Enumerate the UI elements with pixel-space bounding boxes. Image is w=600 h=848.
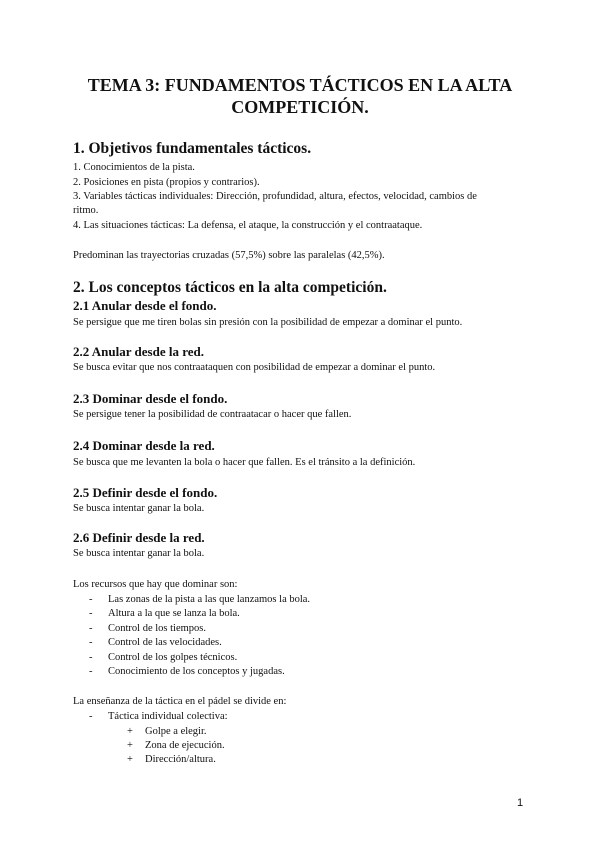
resource-item-3: Control de los tiempos. — [108, 623, 206, 634]
subsection-2-3-text: Se persigue tener la posibilidad de contraatacar o hacer que fallen. — [73, 409, 352, 420]
teaching-subitem-2: Zona de ejecución. — [145, 740, 225, 751]
trajectory-note: Predominan las trayectorias cruzadas (57,5%) sobre las paralelas (42,5%). — [73, 250, 385, 261]
resource-item-2: Altura a la que se lanza la bola. — [108, 608, 240, 619]
resource-item-6: Conocimiento de los conceptos y jugadas. — [108, 666, 285, 677]
teaching-item: Táctica individual colectiva: — [108, 711, 228, 722]
teaching-subbullet-2: + — [127, 740, 133, 751]
title-line-2: COMPETICIÓN. — [231, 97, 369, 117]
subsection-2-5-text: Se busca intentar ganar la bola. — [73, 503, 205, 514]
subsection-2-4-heading: 2.4 Dominar desde la red. — [73, 438, 215, 453]
resources-intro: Los recursos que hay que dominar son: — [73, 579, 238, 590]
teaching-intro: La enseñanza de la táctica en el pádel se divide en: — [73, 696, 287, 707]
objective-item-4: 4. Las situaciones tácticas: La defensa, el ataque, la construcción y el contraataque. — [73, 220, 423, 231]
subsection-2-2-text: Se busca evitar que nos contraataquen con posibilidad de empezar a dominar el punto. — [73, 362, 436, 373]
objective-item-3: 3. Variables tácticas individuales: Dirección, profundidad, altura, efectos, velocidad, cambios de ritmo. — [73, 191, 477, 216]
teaching-subitem-1: Golpe a elegir. — [145, 726, 207, 737]
resource-item-4: Control de las velocidades. — [108, 637, 222, 648]
resource-bullet-1: - — [89, 594, 93, 605]
subsection-2-6-heading: 2.6 Definir desde la red. — [73, 530, 205, 545]
section-2-heading: 2. Los conceptos tácticos en la alta competición. — [73, 279, 387, 296]
teaching-subitem-3: Dirección/altura. — [145, 754, 216, 765]
resource-item-1: Las zonas de la pista a las que lanzamos la bola. — [108, 594, 311, 605]
resource-item-5: Control de los golpes técnicos. — [108, 652, 238, 663]
subsection-2-5-heading: 2.5 Definir desde el fondo. — [73, 485, 218, 500]
resource-bullet-4: - — [89, 637, 93, 648]
subsection-2-1-heading: 2.1 Anular desde el fondo. — [73, 298, 217, 313]
section-1-heading: 1. Objetivos fundamentales tácticos. — [73, 140, 312, 157]
teaching-subbullet-3: + — [127, 754, 133, 765]
resource-bullet-2: - — [89, 608, 93, 619]
subsection-2-3-heading: 2.3 Dominar desde el fondo. — [73, 391, 228, 406]
subsection-2-1-text: Se persigue que me tiren bolas sin presión con la posibilidad de empezar a dominar el punto. — [73, 317, 463, 328]
teaching-subbullet-1: + — [127, 726, 133, 737]
resource-bullet-5: - — [89, 652, 93, 663]
page-title — [60, 74, 540, 118]
resource-bullet-6: - — [89, 666, 93, 677]
page-number: 1 — [517, 797, 524, 809]
subsection-2-2-heading: 2.2 Anular desde la red. — [73, 344, 204, 359]
subsection-2-6-text: Se busca intentar ganar la bola. — [73, 548, 205, 559]
resource-bullet-3: - — [89, 623, 93, 634]
subsection-2-4-text: Se busca que me levanten la bola o hacer que fallen. Es el tránsito a la definición. — [73, 457, 416, 468]
teaching-bullet: - — [89, 711, 93, 722]
objective-item-1: 1. Conocimientos de la pista. — [73, 162, 195, 173]
title-line-1: TEMA 3: FUNDAMENTOS TÁCTICOS EN LA ALTA — [87, 75, 513, 95]
objective-item-2: 2. Posiciones en pista (propios y contrarios). — [73, 177, 260, 188]
